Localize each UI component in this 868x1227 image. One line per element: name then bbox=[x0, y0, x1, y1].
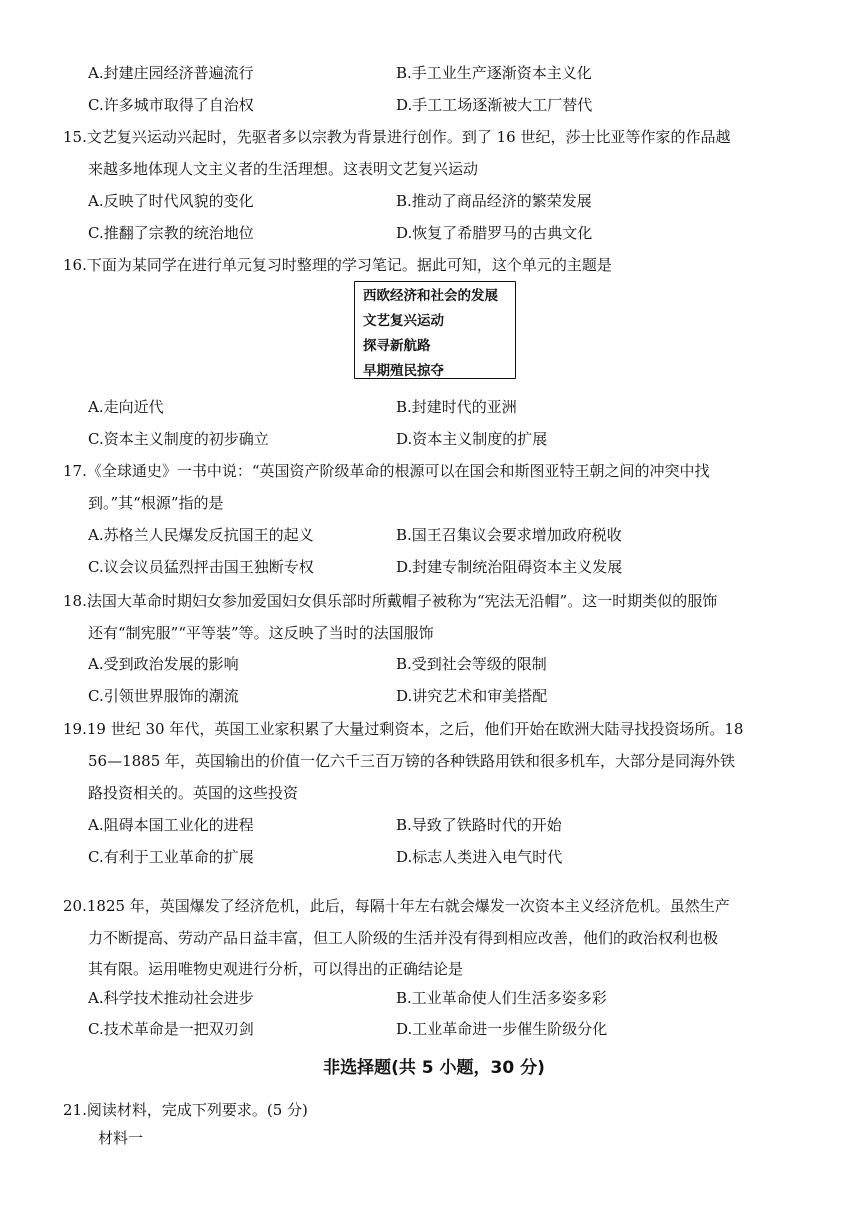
section-title: 非选择题(共 5 小题，30 分) bbox=[323, 1058, 545, 1078]
q17-option-c: C.议会议员猛烈抨击国王独断专权 bbox=[88, 558, 314, 576]
study-note-item: 探寻新航路 bbox=[363, 338, 431, 354]
q15-option-a: A.反映了时代风貌的变化 bbox=[88, 192, 254, 210]
q16-option-c: C.资本主义制度的初步确立 bbox=[88, 430, 269, 448]
q14-option-b: B.手工业生产逐渐资本主义化 bbox=[396, 64, 592, 82]
q14-option-d: D.手工工场逐渐被大工厂替代 bbox=[396, 96, 593, 114]
q17-stem-line-1: 17.《全球通史》一书中说：“英国资产阶级革命的根源可以在国会和斯图亚特王朝之间的冲突中找 bbox=[63, 462, 710, 480]
q17-option-d: D.封建专制统治阻碍资本主义发展 bbox=[396, 558, 623, 576]
q20-option-d: D.工业革命进一步催生阶级分化 bbox=[396, 1020, 608, 1038]
q20-option-a: A.科学技术推动社会进步 bbox=[88, 989, 254, 1007]
q20-option-b: B.工业革命使人们生活多姿多彩 bbox=[396, 989, 607, 1007]
q19-option-a: A.阻碍本国工业化的进程 bbox=[88, 816, 254, 834]
q21-stem-line-1: 21.阅读材料，完成下列要求。(5 分) bbox=[63, 1101, 308, 1119]
q19-stem-line-3: 路投资相关的。英国的这些投资 bbox=[88, 784, 299, 802]
q20-stem-line-3: 其有限。运用唯物史观进行分析，可以得出的正确结论是 bbox=[88, 960, 464, 978]
q19-option-b: B.导致了铁路时代的开始 bbox=[396, 816, 562, 834]
q20-stem-line-2: 力不断提高、劳动产品日益丰富，但工人阶级的生活并没有得到相应改善，他们的政治权利也极 bbox=[88, 929, 719, 947]
q18-option-b: B.受到社会等级的限制 bbox=[396, 655, 547, 673]
q16-option-b: B.封建时代的亚洲 bbox=[396, 398, 517, 416]
q19-option-c: C.有利于工业革命的扩展 bbox=[88, 848, 254, 866]
q16-option-a: A.走向近代 bbox=[88, 398, 164, 416]
q14-option-c: C.许多城市取得了自治权 bbox=[88, 96, 254, 114]
q14-option-a: A.封建庄园经济普遍流行 bbox=[88, 64, 254, 82]
q17-option-a: A.苏格兰人民爆发反抗国王的起义 bbox=[88, 526, 314, 544]
q21-material-label: 材料一 bbox=[98, 1129, 144, 1147]
q19-stem-line-1: 19.19 世纪 30 年代，英国工业家积累了大量过剩资本，之后，他们开始在欧洲大陆寻找投资场所。18 bbox=[63, 720, 744, 738]
q15-option-b: B.推动了商品经济的繁荣发展 bbox=[396, 192, 592, 210]
q16-stem-line-1: 16.下面为某同学在进行单元复习时整理的学习笔记。据此可知，这个单元的主题是 bbox=[63, 256, 612, 274]
q19-stem-line-2: 56—1885 年，英国输出的价值一亿六千三百万镑的各种铁路用铁和很多机车，大部分是同海外铁 bbox=[88, 752, 736, 770]
q15-stem-line-2: 来越多地体现人文主义者的生活理想。这表明文艺复兴运动 bbox=[88, 160, 479, 178]
q15-option-d: D.恢复了希腊罗马的古典文化 bbox=[396, 224, 593, 242]
study-note-item: 西欧经济和社会的发展 bbox=[363, 288, 498, 304]
study-notes-box bbox=[354, 281, 516, 379]
q15-option-c: C.推翻了宗教的统治地位 bbox=[88, 224, 254, 242]
q18-option-a: A.受到政治发展的影响 bbox=[88, 655, 239, 673]
q18-option-c: C.引领世界服饰的潮流 bbox=[88, 687, 239, 705]
q17-option-b: B.国王召集议会要求增加政府税收 bbox=[396, 526, 622, 544]
q18-option-d: D.讲究艺术和审美搭配 bbox=[396, 687, 548, 705]
q20-stem-line-1: 20.1825 年，英国爆发了经济危机，此后，每隔十年左右就会爆发一次资本主义经济危机。虽然生产 bbox=[63, 897, 730, 915]
q15-stem-line-1: 15.文艺复兴运动兴起时，先驱者多以宗教为背景进行创作。到了 16 世纪，莎士比亚等作家的作品越 bbox=[63, 128, 731, 146]
q19-option-d: D.标志人类进入电气时代 bbox=[396, 848, 563, 866]
study-note-item: 早期殖民掠夺 bbox=[363, 363, 444, 379]
q18-stem-line-2: 还有“制宪服”“平等装”等。这反映了当时的法国服饰 bbox=[88, 624, 434, 642]
study-note-item: 文艺复兴运动 bbox=[363, 313, 444, 329]
q17-stem-line-2: 到。”其“根源”指的是 bbox=[88, 494, 224, 512]
q20-option-c: C.技术革命是一把双刃剑 bbox=[88, 1020, 254, 1038]
q16-option-d: D.资本主义制度的扩展 bbox=[396, 430, 548, 448]
q18-stem-line-1: 18.法国大革命时期妇女参加爱国妇女俱乐部时所戴帽子被称为“宪法无沿帽”。这一时期类似的服饰 bbox=[63, 592, 718, 610]
